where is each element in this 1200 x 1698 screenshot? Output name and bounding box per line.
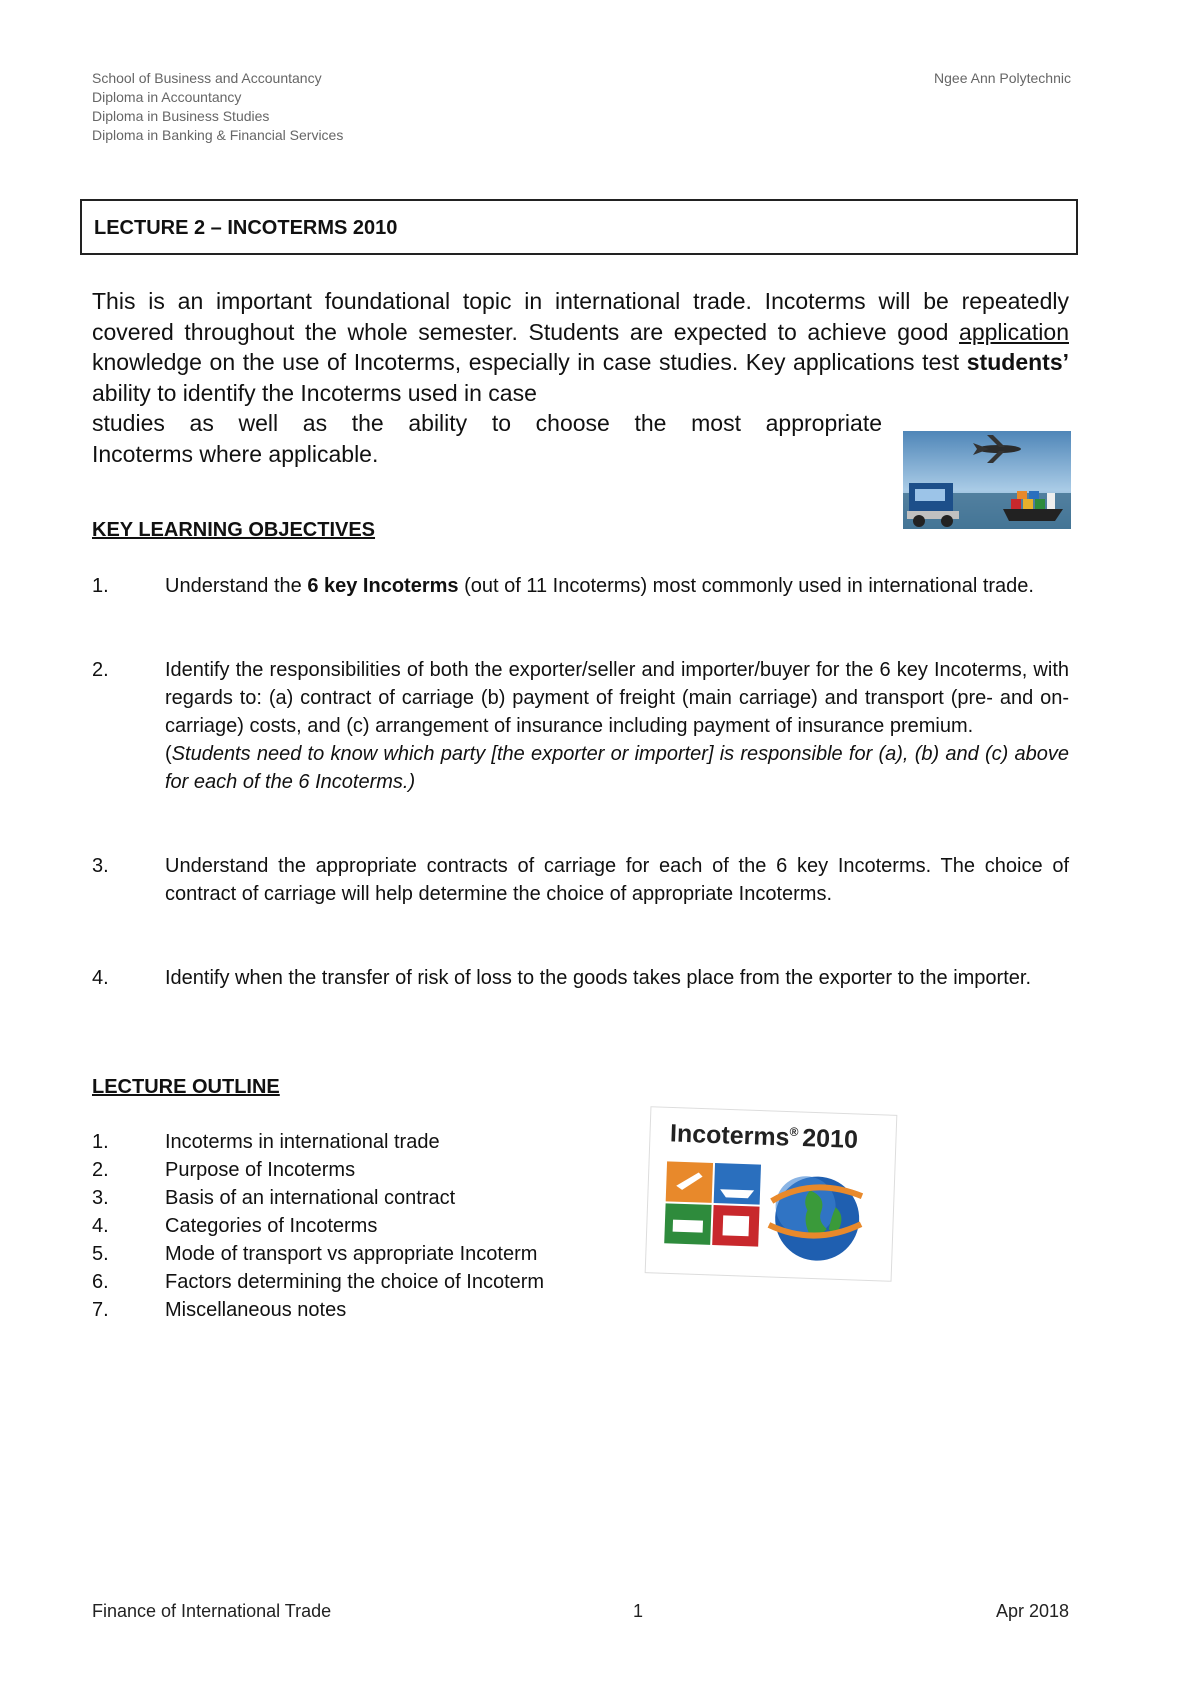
outline-number: 2. bbox=[92, 1159, 109, 1181]
intro-text-c: ability to identify the Incoterms used in case bbox=[92, 379, 537, 406]
footer-page-number: 1 bbox=[633, 1601, 644, 1621]
objectives-heading: KEY LEARNING OBJECTIVES bbox=[92, 519, 376, 541]
intro-underlined: application bbox=[959, 318, 1069, 345]
institution-name: Ngee Ann Polytechnic bbox=[934, 70, 1071, 86]
diploma-2: Diploma in Business Studies bbox=[92, 108, 270, 124]
incoterms-logo-image bbox=[640, 1105, 902, 1283]
objective-number: 1. bbox=[92, 575, 109, 597]
outline-text: Miscellaneous notes bbox=[165, 1299, 347, 1321]
objective-1-text-b: (out of 11 Incoterms) most commonly used in international trade. bbox=[458, 575, 1034, 597]
footer-date: Apr 2018 bbox=[995, 1601, 1069, 1621]
objective-1-text-a: Understand the bbox=[165, 575, 308, 597]
outline-text: Purpose of Incoterms bbox=[165, 1159, 356, 1181]
outline-number: 1. bbox=[92, 1131, 109, 1153]
header-left bbox=[92, 69, 343, 145]
objective-2-note: Students need to know which party [the exporter or importer] is responsible for (a), (b) and (c) above for each of the 6 Incoterms.) bbox=[165, 743, 1069, 793]
objective-number: 3. bbox=[92, 855, 109, 877]
footer-course: Finance of International Trade bbox=[92, 1601, 332, 1621]
school-name: School of Business and Accountancy bbox=[92, 70, 322, 86]
outline-heading: LECTURE OUTLINE bbox=[92, 1076, 280, 1098]
outline-number: 3. bbox=[92, 1187, 109, 1209]
objective-2-note-open: ( bbox=[165, 743, 172, 765]
outline-text: Incoterms in international trade bbox=[165, 1131, 440, 1153]
intro-bold: students’ bbox=[966, 349, 1069, 375]
objective-item bbox=[92, 852, 1069, 908]
objective-number: 4. bbox=[92, 967, 109, 989]
outline-number: 5. bbox=[92, 1243, 109, 1265]
intro-line-3: Incoterms where applicable. bbox=[92, 440, 379, 467]
objective-item bbox=[92, 656, 1069, 796]
objective-item bbox=[92, 572, 1069, 600]
outline-number: 7. bbox=[92, 1299, 109, 1321]
logo-registered: ® bbox=[789, 1124, 799, 1139]
outline-number: 6. bbox=[92, 1271, 109, 1293]
outline-text: Basis of an international contract bbox=[165, 1187, 456, 1209]
outline-text: Mode of transport vs appropriate Incoterm bbox=[165, 1243, 538, 1265]
outline-text: Categories of Incoterms bbox=[165, 1215, 378, 1237]
diploma-3: Diploma in Banking & Financial Services bbox=[92, 127, 344, 143]
transport-image bbox=[903, 431, 1071, 529]
objective-3-text: Understand the appropriate contracts of carriage for each of the 6 key Incoterms. The choice of contract of carriage will help determine the choice of appropriate Incoterms. bbox=[165, 855, 1069, 905]
lecture-title: LECTURE 2 – INCOTERMS 2010 bbox=[94, 217, 398, 239]
objective-4-text: Identify when the transfer of risk of loss to the goods takes place from the exporter to the importer. bbox=[165, 967, 1031, 989]
logo-title: Incoterms bbox=[669, 1119, 790, 1152]
objective-1-bold: 6 key Incoterms bbox=[307, 575, 459, 597]
objective-item bbox=[92, 964, 1069, 992]
outline-text: Factors determining the choice of Incoterm bbox=[165, 1271, 545, 1293]
intro-text-a: This is an important foundational topic in international trade. Incoterms will be repeatedly covered throughout the whole semester. Students are expected to achieve good bbox=[92, 288, 1069, 345]
logo-year: 2010 bbox=[801, 1124, 859, 1154]
objective-number: 2. bbox=[92, 659, 109, 681]
outline-number: 4. bbox=[92, 1215, 109, 1237]
objective-2-text: Identify the responsibilities of both the exporter/seller and importer/buyer for the 6 key Incoterms, with regards to: (a) contract of carriage (b) payment of freight (main carriage) and transport (pre- and on- carriage) costs, and (c) arrangement of insurance including payment of insurance premium. bbox=[165, 659, 1069, 737]
diploma-1: Diploma in Accountancy bbox=[92, 89, 242, 105]
intro-text-b: knowledge on the use of Incoterms, especially in case studies. Key applications test bbox=[92, 349, 967, 375]
intro-line-2: studies as well as the ability to choose the most appropriate bbox=[92, 410, 882, 436]
lecture-title-box bbox=[80, 199, 1078, 255]
